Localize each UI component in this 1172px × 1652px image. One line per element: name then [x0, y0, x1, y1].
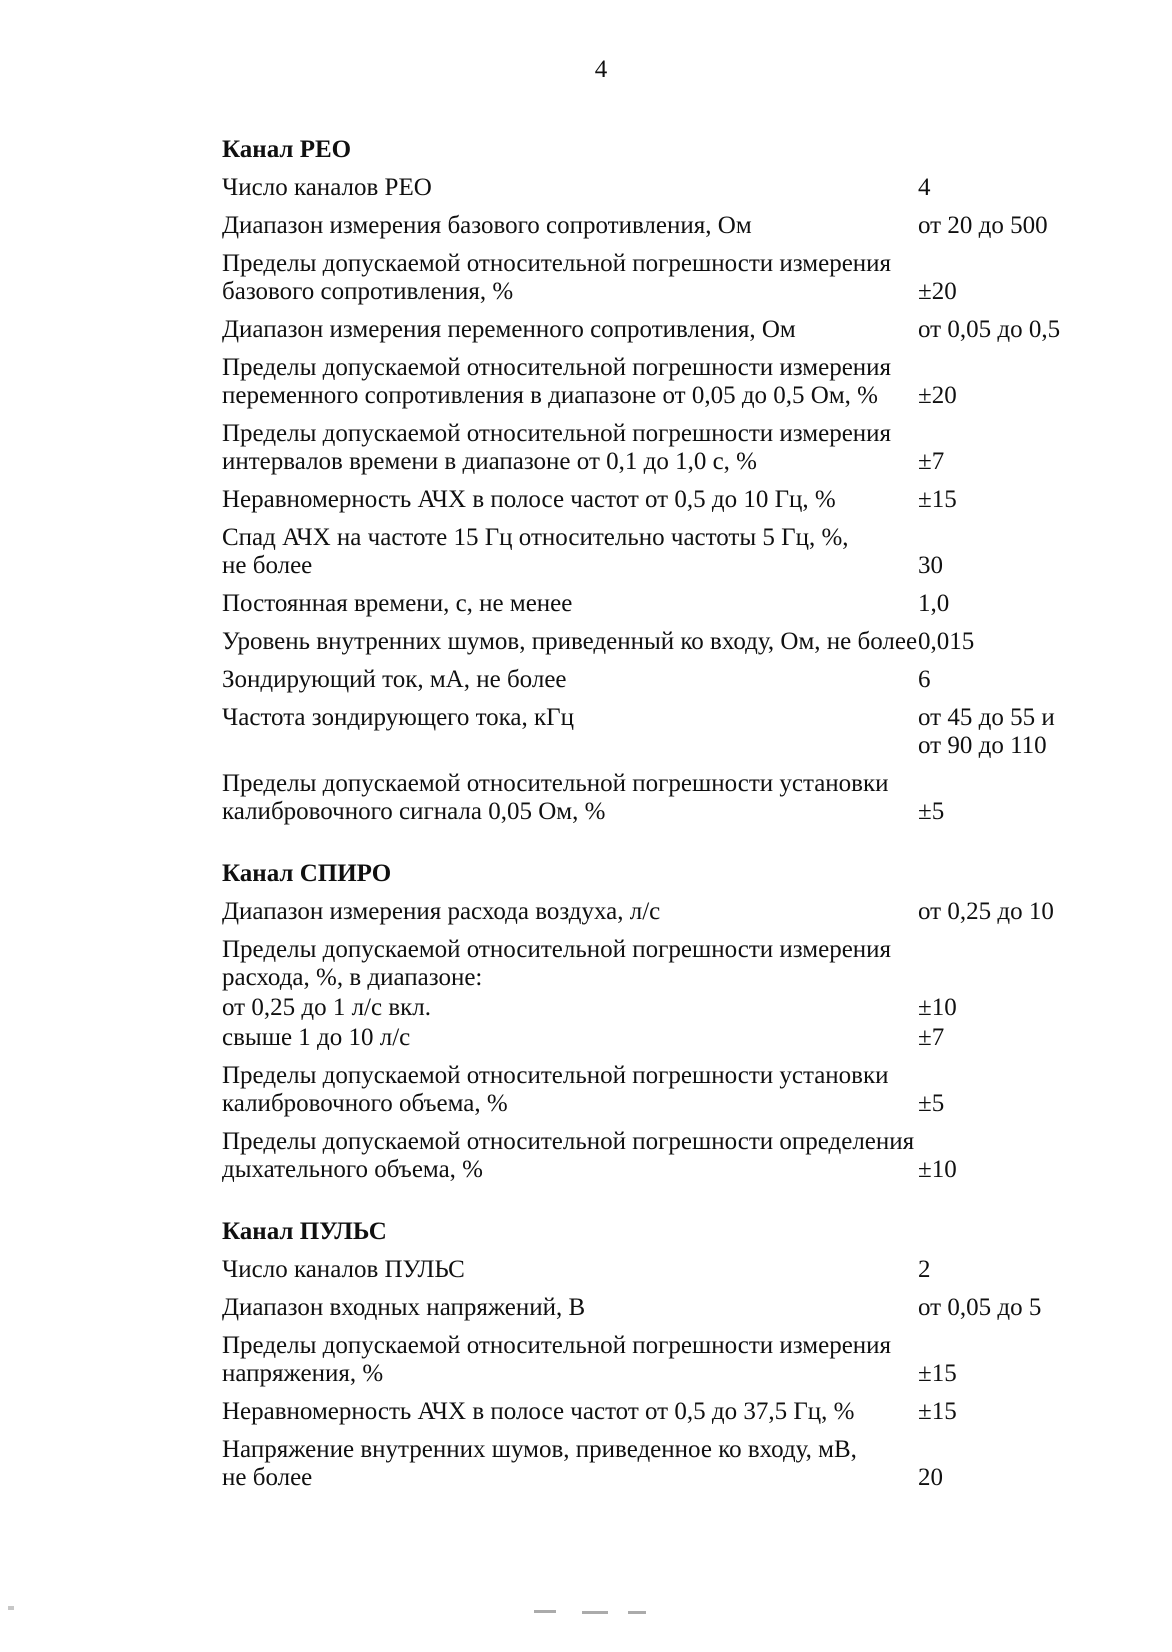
spec-label: Пределы допускаемой относительной погрешности измерения базового сопротивления, % [222, 250, 892, 305]
spec-row [222, 1436, 1142, 1492]
spec-value: ±5 [918, 1090, 945, 1117]
spec-row [222, 212, 1142, 240]
spec-label: Пределы допускаемой относительной погрешности измерения расхода, %, в диапазоне: [222, 936, 892, 991]
scan-artifact-dash [628, 1611, 646, 1614]
section-title-reo: Канал РЕО [222, 136, 352, 163]
spec-value: от 0,25 до 10 [918, 898, 1054, 925]
spec-value: ±5 [918, 798, 945, 825]
spec-value: от 0,05 до 5 [918, 1294, 1042, 1321]
spec-value: ±15 [918, 1398, 957, 1425]
scan-artifact-dash [582, 1611, 608, 1614]
spec-value: 30 [918, 552, 943, 579]
spec-value: ±7 [918, 1024, 945, 1051]
spec-label: свыше 1 до 10 л/с [222, 1024, 411, 1051]
spec-label: Диапазон измерения базового сопротивления, Ом [222, 212, 752, 239]
spec-row [222, 1062, 1142, 1118]
spec-label: Пределы допускаемой относительной погрешности определения дыхательного объема, % [222, 1128, 915, 1183]
spec-row [222, 1128, 1142, 1184]
spec-row [222, 316, 1142, 344]
spec-label: Диапазон измерения расхода воздуха, л/с [222, 898, 661, 925]
spec-label: Пределы допускаемой относительной погрешности установки калибровочного сигнала 0,05 Ом, % [222, 770, 889, 825]
scan-artifact-dash [534, 1610, 556, 1613]
spec-label: Неравномерность АЧХ в полосе частот от 0,5 до 10 Гц, % [222, 486, 836, 513]
spec-row [222, 174, 1142, 202]
scan-artifact-speck [8, 1606, 14, 1610]
spec-value: ±7 [918, 448, 945, 475]
spec-row [222, 1398, 1142, 1426]
section-title-spiro: Канал СПИРО [222, 860, 392, 887]
spec-label: Частота зондирующего тока, кГц [222, 704, 575, 731]
spec-row [222, 994, 1142, 1022]
spec-label: Постоянная времени, с, не менее [222, 590, 573, 617]
spec-row [222, 420, 1142, 476]
spec-value: ±10 [918, 1156, 957, 1183]
spec-value: от 0,05 до 0,5 [918, 316, 1061, 343]
spec-row [222, 704, 1142, 760]
spec-row [222, 1332, 1142, 1388]
spec-row [222, 1256, 1142, 1284]
spec-row [222, 898, 1142, 926]
spec-label: от 0,25 до 1 л/с вкл. [222, 994, 432, 1021]
spec-label: Число каналов ПУЛЬС [222, 1256, 465, 1283]
spec-value: 20 [918, 1464, 943, 1491]
spec-row [222, 250, 1142, 306]
spec-value: ±20 [918, 278, 957, 305]
spec-row [222, 628, 1142, 656]
spec-label: Пределы допускаемой относительной погрешности измерения интервалов времени в диапазоне от 0,1 до 1,0 с, % [222, 420, 892, 475]
page-content [0, 84, 1172, 1492]
spec-value: 6 [918, 666, 931, 693]
spec-value: от 45 до 55 и от 90 до 110 [918, 704, 1055, 759]
spec-label: Неравномерность АЧХ в полосе частот от 0,5 до 37,5 Гц, % [222, 1398, 855, 1425]
spec-row [222, 486, 1142, 514]
spec-value: ±20 [918, 382, 957, 409]
spec-row [222, 1024, 1142, 1052]
spec-value: 0,015 [918, 628, 975, 655]
spec-row [222, 666, 1142, 694]
spec-label: Спад АЧХ на частоте 15 Гц относительно частоты 5 Гц, %, не более [222, 524, 849, 579]
spec-label: Пределы допускаемой относительной погрешности измерения переменного сопротивления в диапазоне от 0,05 до 0,5 Ом, % [222, 354, 892, 409]
spec-label: Пределы допускаемой относительной погрешности установки калибровочного объема, % [222, 1062, 889, 1117]
spec-value: от 20 до 500 [918, 212, 1048, 239]
page-number: 4 [594, 56, 608, 83]
spec-value: ±10 [918, 994, 957, 1021]
spec-label: Уровень внутренних шумов, приведенный ко входу, Ом, не более [222, 628, 918, 655]
spec-row [222, 936, 1142, 992]
spec-row [222, 770, 1142, 826]
spec-label: Напряжение внутренних шумов, приведенное ко входу, мВ, не более [222, 1436, 857, 1491]
spec-row [222, 1294, 1142, 1322]
spec-value: ±15 [918, 1360, 957, 1387]
spec-label: Диапазон измерения переменного сопротивления, Ом [222, 316, 796, 343]
spec-label: Число каналов РЕО [222, 174, 432, 201]
spec-value: ±15 [918, 486, 957, 513]
spec-row [222, 354, 1142, 410]
spec-value: 4 [918, 174, 931, 201]
spec-label: Пределы допускаемой относительной погрешности измерения напряжения, % [222, 1332, 892, 1387]
spec-row [222, 590, 1142, 618]
spec-label: Диапазон входных напряжений, В [222, 1294, 586, 1321]
spec-row [222, 524, 1142, 580]
spec-label: Зондирующий ток, мА, не более [222, 666, 567, 693]
spec-value: 2 [918, 1256, 931, 1283]
spec-value: 1,0 [918, 590, 950, 617]
section-title-puls: Канал ПУЛЬС [222, 1218, 387, 1245]
